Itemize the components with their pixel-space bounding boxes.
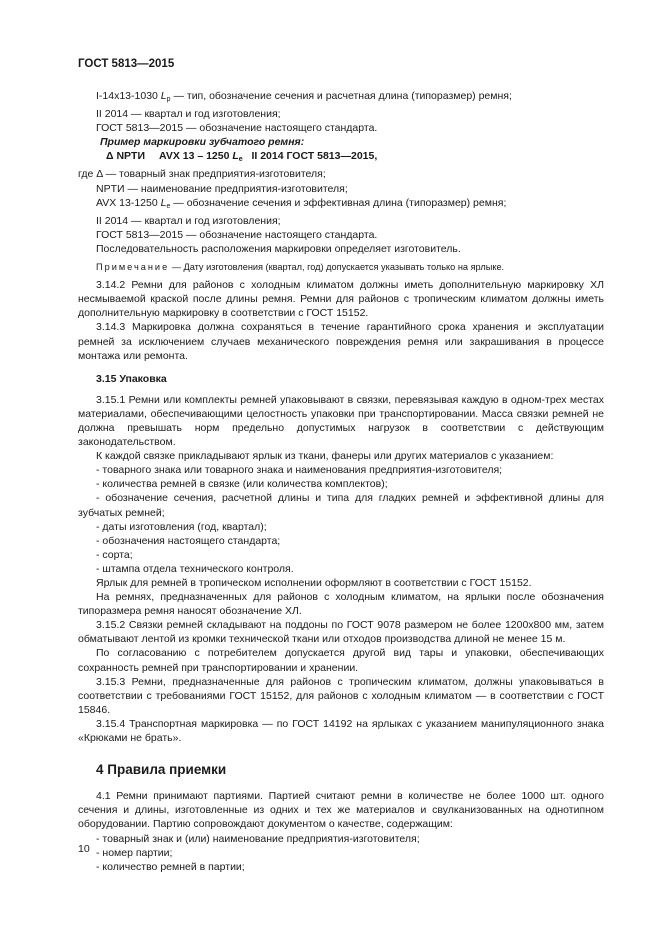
example-sequence-note: Последовательность расположения маркировки определяет изготовитель.: [96, 242, 461, 255]
section-heading-3-15: 3.15 Упаковка: [96, 372, 167, 385]
document-header: ГОСТ 5813—2015: [78, 58, 175, 70]
example-legend-quarter: II 2014 — квартал и год изготовления;: [96, 214, 281, 227]
marking-line-standard: ГОСТ 5813—2015 — обозначение настоящего стандарта.: [96, 122, 378, 135]
labels-intro: К каждой связке прикладывают ярлык из ткани, фанеры или других материалов с указанием:: [96, 450, 554, 463]
list-item: - количества ремней в связке (или количества комплектов);: [96, 478, 388, 491]
marking-line-quarter: II 2014 — квартал и год изготовления;: [96, 108, 281, 121]
clause-3-15-3: 3.15.3 Ремни, предназначенные для районов с тропическим климатом, должны упаковываться в соответствии с требованиями ГОСТ 15152, для районов с холодным климатом — в соответствии с ГОСТ 15846.: [78, 675, 604, 716]
clause-3-15-1: 3.15.1 Ремни или комплекты ремней упаковывают в связки, перевязывая каждую в одном-трех местах материалами, обеспечивающими целостность упаковки при транспортировании. Масса связки ремней не должна превышать норм предельно допустимых нагрузок в соответствии с действующим законодательством.: [78, 393, 604, 449]
example-legend-trademark: где Δ — товарный знак предприятия-изготовителя;: [78, 168, 326, 181]
example-legend-section: AVX 13-1250 $L_e$ — обозначение сечения и эффективная длина (типоразмер) ремня;: [96, 196, 507, 210]
clause-3-14-2: 3.14.2 Ремни для районов с холодным климатом должны иметь дополнительную маркировку ХЛ несмываемой краской после длины ремня. Ремни для районов с тропическим климатом должны иметь дополнительную маркировку в соответствии с ГОСТ 15152.: [78, 279, 604, 320]
list-item: - товарного знака или товарного знака и наименования предприятия-изготовителя;: [96, 464, 503, 477]
note: Примечание — Дату изготовления (квартал, год) допускается указывать только на ярлыке.: [96, 262, 505, 273]
example-title: Пример маркировки зубчатого ремня:: [100, 136, 305, 149]
example-legend-name: NPTИ — наименование предприятия-изготовителя;: [96, 182, 348, 195]
agreement-text: По согласованию с потребителем допускается другой вид тары и упаковки, обеспечивающих сохранность ремней при транспортировании и хранении.: [78, 647, 604, 674]
list-item: - количество ремней в партии;: [96, 860, 245, 873]
example-marking: Δ NPTИ AVX 13 – 1250 $L_e$ II 2014 ГОСТ 5813—2015,: [106, 150, 378, 164]
cold-climate-text: На ремнях, предназначенных для районов с холодным климатом, на ярлыки после обозначения типоразмера ремня наносят обозначение ХЛ.: [78, 591, 604, 618]
list-item: - сорта;: [96, 548, 133, 561]
section-heading-4: 4 Правила приемки: [96, 762, 227, 778]
example-legend-standard: ГОСТ 5813—2015 — обозначение настоящего стандарта.: [96, 228, 378, 241]
list-item: - обозначение сечения, расчетной длины и типа для гладких ремней и эффективной длины для зубчатых ремней;: [78, 492, 604, 519]
list-item: - штампа отдела технического контроля.: [96, 562, 294, 575]
list-item: - товарный знак и (или) наименование предприятия-изготовителя;: [96, 832, 420, 845]
clause-3-15-4: 3.15.4 Транспортная маркировка — по ГОСТ 14192 на ярлыках с указанием манипуляционного знака «Крюками не брать».: [78, 717, 604, 745]
document-body: [78, 89, 604, 874]
clause-3-14-3: 3.14.3 Маркировка должна сохраняться в течение гарантийного срока хранения и эксплуатации ремней за исключением случаев механического повреждения ремня или закрашивания в процессе монтажа или ремонта.: [78, 321, 604, 362]
clause-3-15-2: 3.15.2 Связки ремней складывают на поддоны по ГОСТ 9078 размером не более 1200х800 мм, затем обматывают лентой из кромки технической ткани или отходов производства длиной не менее 15 м.: [78, 619, 604, 646]
list-item: - номер партии;: [96, 846, 173, 859]
tropic-label-text: Ярлык для ремней в тропическом исполнении оформляют в соответствии с ГОСТ 15152.: [96, 577, 532, 589]
clause-4-1: 4.1 Ремни принимают партиями. Партией считают ремни в количестве не более 1000 шт. одного сечения и длины, изготовленные из одних и тех же материалов и свулканизованных на однотипном оборудовании. Партию сопровождают документом о качестве, содержащим:: [78, 790, 604, 831]
page-number: 10: [78, 843, 90, 855]
list-item: - обозначения настоящего стандарта;: [96, 534, 281, 547]
list-item: - даты изготовления (год, квартал);: [96, 520, 267, 533]
marking-line-type: I-14x13-1030 $L_p$ — тип, обозначение сечения и расчетная длина (типоразмер) ремня;: [96, 90, 512, 103]
